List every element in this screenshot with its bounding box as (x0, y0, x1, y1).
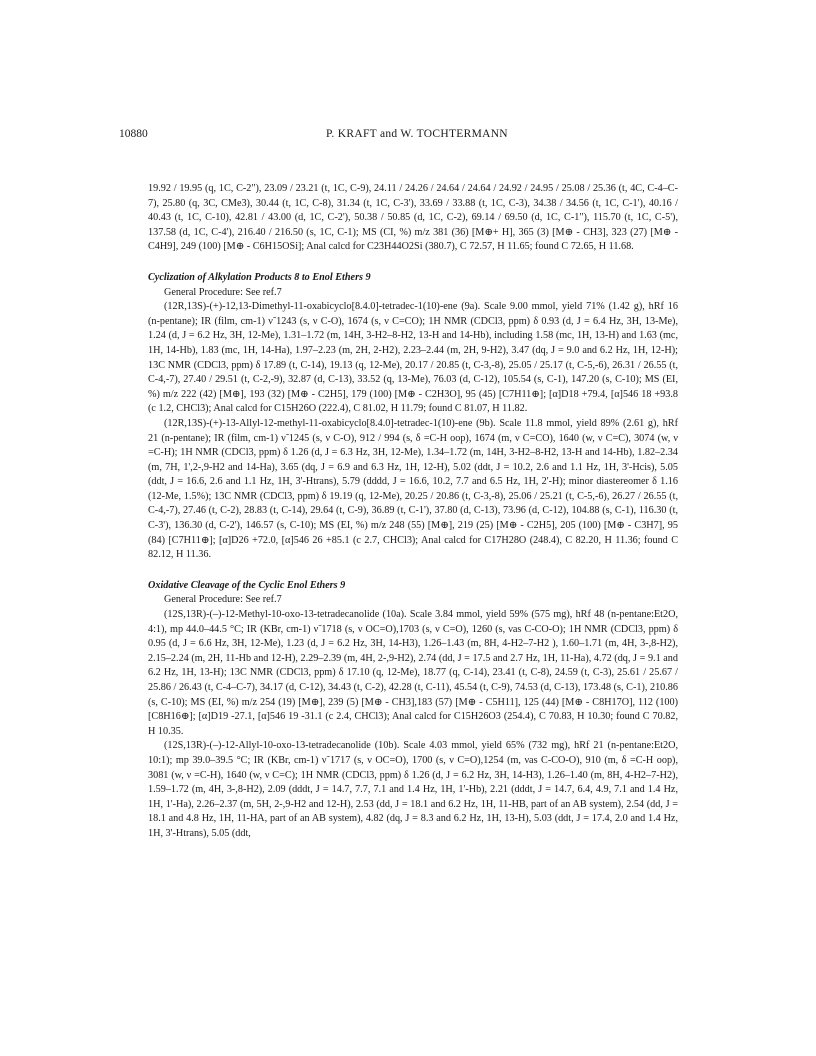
compound-10b-paragraph: (12S,13R)-(–)-12-Allyl-10-oxo-13-tetradecanolide (10b). Scale 4.03 mmol, yield 65% (732 mg), hRf 21 (n-pentane:Et2O, 10:1); mp 39.0–39.5 °C; IR (KBr, cm-1) ν̃ 1717 (s, ν OC=O), 1700 (s, ν C=O),1254 (m, νas C-CO-O), 910 (m, δ =C-H oop), 3081 (w, ν =C-H), 1640 (w, ν C=C); 1H NMR (CDCl3, ppm) δ 1.26 (d, J = 6.2 Hz, 3H, 14-H3), 1.26–1.40 (m, 8H, 4-H2–7-H2), 1.59–1.72 (m, 4H, 3-,8-H2), 2.09 (dddt, J = 14.7, 7.7, 7.1 and 1.4 Hz, 1H, 1'-Hb), 2.21 (dddt, J = 14.7, 6.4, 4.9, 7.1 and 1.4 Hz, 1H, 1'-Ha), 2.26–2.37 (m, 5H, 2-,9-H2 and 12-H), 2.53 (dd, J = 18.1 and 6.2 Hz, 1H, 11-HB, part of an AB system), 2.54 (dd, J = 18.1 and 4.8 Hz, 1H, 11-HA, part of an AB system), 4.82 (dq, J = 8.3 and 6.2 Hz, 1H, 13-H), 5.03 (ddt, J = 17.4, 2.0 and 1.4 Hz, 1H, 3'-Htrans), 5.05 (ddt, (148, 740, 678, 839)
article-body (148, 182, 678, 842)
compound-10a-paragraph: (12S,13R)-(–)-12-Methyl-10-oxo-13-tetradecanolide (10a). Scale 3.84 mmol, yield 59% (575 mg), hRf 48 (n-pentane:Et2O, 4:1), mp 44.0–44.5 °C; IR (KBr, cm-1) ν̃ 1718 (s, ν OC=O),1703 (s, ν C=O), 1260 (s, νas C-CO-O); 1H NMR (CDCl3, ppm) δ 0.95 (d, J = 6.6 Hz, 3H, 12-Me), 1.23 (d, J = 6.2 Hz, 3H, 14-H3), 1.26–1.43 (m, 8H, 4-H2–7-H2 ), 1.60–1.71 (m, 4H, 3-,8-H2), 2.15–2.24 (m, 2H, 11-Hb and 12-H), 2.29–2.39 (m, 4H, 2-,9-H2), 2.74 (dd, J = 17.5 and 2.7 Hz, 1H, 11-Ha), 4.72 (dq, J = 9.1 and 6.2 Hz, 1H, 13-H); 13C NMR (CDCl3, ppm) δ 17.10 (q, 12-Me), 18.77 (q, C-14), 23.41 (t, C-8), 24.59 (t, C-3), 25.61 / 25.67 / 25.86 / 26.43 (t, C-4–C-7), 34.17 (d, C-12), 34.43 (t, C-2), 42.28 (t, C-11), 45.54 (t, C-9), 74.53 (d, C-13), 173.48 (s, C-1), 210.86 (s, C-10); MS (EI, %) m/z 254 (19) [M⊕], 239 (5) [M⊕ - CH3],183 (57) [M⊕ - C5H11], 125 (44) [M⊕ - C8H17O], 112 (100) [C8H16⊕]; [α]D19 -27.1, [α]546 19 -31.1 (c 2.4, CHCl3); Anal calcd for C15H26O3 (254.4), C 70.83, H 10.30; found C 70.82, H 10.35. (148, 609, 678, 737)
running-head: P. KRAFT and W. TOCHTERMANN (326, 128, 508, 140)
page-number: 10880 (119, 128, 148, 140)
page-header (119, 128, 699, 146)
intro-paragraph: 19.92 / 19.95 (q, 1C, C-2"), 23.09 / 23.21 (t, 1C, C-9), 24.11 / 24.26 / 24.64 / 24.64 / 24.92 / 24.95 / 25.08 / 25.36 (t, 4C, C-4–C-7), 25.80 (q, 3C, CMe3), 30.44 (t, 1C, C-8), 31.34 (t, 1C, C-3'), 33.69 / 33.88 (t, 1C, C-3), 34.38 / 34.56 (t, 1C, C-1'), 40.16 / 40.43 (t, 1C, C-10), 42.81 / 43.00 (d, 1C, C-2'), 50.38 / 50.85 (d, 1C, C-2), 69.14 / 69.50 (d, 1C, C-1"), 115.70 (t, 1C, C-5'), 137.58 (d, 1C, C-4'), 216.40 / 216.50 (s, 1C, C-1); MS (CI, %) m/z 381 (36) [M⊕+ H], 365 (3) [M⊕ - CH3], 323 (27) [M⊕ - C4H9], 249 (100) [M⊕ - C6H15OSi]; Anal calcd for C23H44O2Si (380.7), C 72.57, H 11.65; found C 72.65, H 11.68. (148, 183, 678, 253)
general-procedure-cyclization: General Procedure: See ref.7 (164, 286, 282, 298)
general-procedure-oxidative-cleavage: General Procedure: See ref.7 (164, 594, 282, 606)
section-heading-cyclization: Cyclization of Alkylation Products 8 to Enol Ethers 9 (148, 271, 371, 283)
compound-9a-paragraph: (12R,13S)-(+)-12,13-Dimethyl-11-oxabicyclo[8.4.0]-tetradec-1(10)-ene (9a). Scale 9.00 mmol, yield 71% (1.42 g), hRf 16 (n-pentane); IR (film, cm-1) ν̃ 1243 (s, ν C-O), 1674 (s, ν C=CO); 1H NMR (CDCl3, ppm) δ 0.93 (d, J = 6.4 Hz, 3H, 13-Me), 1.24 (d, J = 6.2 Hz, 3H, 12-Me), 1.31–1.72 (m, 14H, 3-H2–8-H2, 13-H and 14-Hb), including 1.58 (mc, 1H, 13-H) and 1.63 (mc, 1H, 14-Hb), 1.83 (mc, 1H, 14-Ha), 1.97–2.23 (m, 2H, 2-H2), 2.23–2.44 (m, 2H, 9-H2), 3.47 (dq, J = 9.0 and 6.2 Hz, 1H, 12-H); 13C NMR (CDCl3, ppm) δ 17.89 (t, C-14), 19.13 (q, 12-Me), 20.17 / 20.85 (t, C-3,-8), 25.05 / 25.17 (t, C-5,-6), 26.31 / 26.55 (t, C-4,-7), 27.40 / 29.51 (t, C-2,-9), 32.87 (d, C-13), 33.52 (q, 13-Me), 76.03 (d, C-12), 105.54 (s, C-1), 147.20 (s, C-10); MS (EI, %) m/z 222 (42) [M⊕], 193 (32) [M⊕ - C2H5], 179 (100) [M⊕ - C2H3O], 95 (45) [C7H11⊕]; [α]D18 +79.4, [α]546 18 +93.8 (c 1.2, CHCl3); Anal calcd for C15H26O (222.4), C 81.02, H 11.79; found C 81.07, H 11.82. (148, 301, 678, 415)
compound-9b-paragraph: (12R,13S)-(+)-13-Allyl-12-methyl-11-oxabicyclo[8.4.0]-tetradec-1(10)-ene (9b). Scale 11.8 mmol, yield 89% (2.61 g), hRf 21 (n-pentane); IR (film, cm-1) ν̃ 1245 (s, ν C-O), 912 / 994 (s, δ =C-H oop), 1674 (m, ν C=CO), 1640 (w, ν C=C), 3074 (w, ν =C-H); 1H NMR (CDCl3, ppm) δ 1.26 (d, J = 6.3 Hz, 3H, 12-Me), 1.34–1.72 (m, 14H, 3-H2–8-H2, 13-H and 14-Hb), 1.82–2.34 (m, 7H, 1',2-,9-H2 and 14-Ha), 3.65 (dq, J = 6.9 and 6.3 Hz, 1H, 12-H), 5.02 (ddt, J = 10.2, 2.6 and 1.1 Hz, 1H, 3'-Hcis), 5.05 (ddt, J = 16.6, 2.6 and 1.1 Hz, 1H, 3'-Htrans), 5.79 (dddd, J = 16.6, 10.2, 7.7 and 6.5 Hz, 1H, 2'-H); minor diastereomer δ 1.16 (12-Me, 1.5%); 13C NMR (CDCl3, ppm) δ 19.19 (q, 12-Me), 20.25 / 20.86 (t, C-3,-8), 25.06 / 25.21 (t, C-5,-6), 26.27 / 26.55 (t, C-4,-7), 27.46 (t, C-2), 28.83 (t, C-14), 29.64 (t, C-9), 36.89 (t, C-1'), 37.80 (d, C-13), 73.96 (d, C-12), 104.88 (s, C-1), 116.30 (t, C-3'), 136.30 (d, C-2'), 146.57 (s, C-10); MS (EI, %) m/z 248 (55) [M⊕], 219 (25) [M⊕ - C2H5], 205 (100) [M⊕ - C3H7], 95 (84) [C7H11⊕]; [α]D26 +72.0, [α]546 26 +85.1 (c 2.7, CHCl3); Anal calcd for C17H28O (248.4), C 82.20, H 11.36; found C 82.12, H 11.36. (148, 417, 678, 561)
section-heading-oxidative-cleavage: Oxidative Cleavage of the Cyclic Enol Ethers 9 (148, 579, 346, 591)
